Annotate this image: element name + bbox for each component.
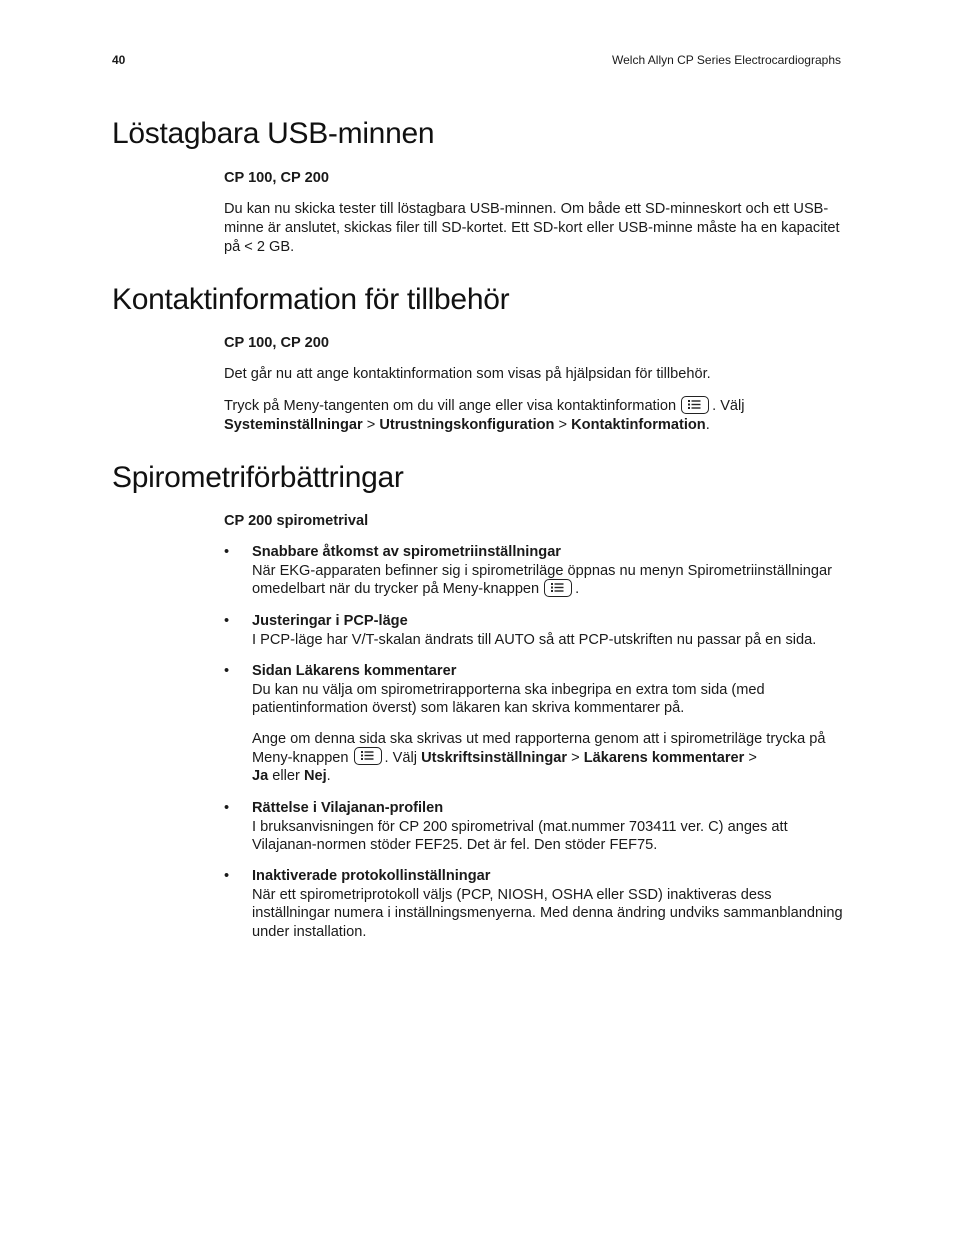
list-item-text: När EKG-apparaten befinner sig i spirometriläge öppnas nu menyn Spirometriinställningar omedelbart när du trycker på Meny-knappen xyxy=(252,562,832,598)
path-separator: > xyxy=(748,749,757,766)
contact-instruction: Tryck på Meny-tangenten om du vill ange eller visa kontaktinformation xyxy=(224,398,677,414)
menu-path-contact-info: Kontaktinformation xyxy=(571,417,706,433)
paragraph-usb: Du kan nu skicka tester till löstagbara USB-minnen. Om både ett SD-minneskort och ett USB-minne är anslutet, skickas filer till SD-kortet. Ett SD-kort eller USB-minne måste ha en kapacitet på < 2 GB. xyxy=(224,201,840,255)
paragraph-contact-2 xyxy=(224,397,844,435)
sentence-end: . xyxy=(705,417,710,433)
menu-path-device-config: Utrustningskonfiguration xyxy=(379,417,555,433)
list-item-text: I bruksanvisningen för CP 200 spirometrival (mat.nummer 703411 ver. C) anges att Vilajanan-normen stöder FEF25. Det är fel. Den stöder FEF75. xyxy=(252,818,788,854)
list-item-text: I PCP-läge har V/T-skalan ändrats till AUTO så att PCP-utskriften nu passar på en sida. xyxy=(252,631,817,648)
menu-key-icon xyxy=(681,396,709,414)
sentence-end: . xyxy=(326,768,331,785)
path-separator: > xyxy=(558,417,568,433)
list-item-title: Justeringar i PCP-läge xyxy=(252,613,408,629)
option-no: Nej xyxy=(303,768,327,785)
bullet: • xyxy=(224,544,230,560)
list-item-title: Rättelse i Vilajanan-profilen xyxy=(252,800,444,816)
menu-key-icon xyxy=(354,747,382,765)
contact-select-text: . Välj xyxy=(712,398,745,414)
list-item-text: När ett spirometriprotokoll väljs (PCP, NIOSH, OSHA eller SSD) inaktiveras dess inställningar numera i inställningsmenyerna. Med denna ändring undviks sammanblandning under installation. xyxy=(252,886,843,940)
heading-spiro: Spirometriförbättringar xyxy=(112,461,404,494)
menu-path-print-settings: Utskriftsinställningar xyxy=(421,749,568,766)
models-usb: CP 100, CP 200 xyxy=(224,170,329,186)
list-item-text: Du kan nu välja om spirometrirapporterna ska inbegripa en extra tom sida (med patientinformation överst) som läkaren kan skriva kommentarer på. xyxy=(252,681,765,717)
heading-usb: Löstagbara USB-minnen xyxy=(112,117,435,150)
heading-contact: Kontaktinformation för tillbehör xyxy=(112,283,510,316)
bullet: • xyxy=(224,663,230,679)
menu-key-icon xyxy=(544,579,572,597)
select-text: . Välj xyxy=(384,749,417,766)
list-item-text: Ange om denna sida ska skrivas ut med rapporterna genom att i spirometriläge trycka på Meny-knappen xyxy=(252,731,826,766)
menu-path-physician-comments: Läkarens kommentarer xyxy=(583,749,745,766)
list-item-title: Inaktiverade protokollinställningar xyxy=(252,868,491,884)
page-number: 40 xyxy=(112,53,126,67)
models-contact: CP 100, CP 200 xyxy=(224,335,329,351)
option-yes: Ja xyxy=(252,768,269,785)
list-item-title: Sidan Läkarens kommentarer xyxy=(252,663,457,679)
path-separator: > xyxy=(366,417,376,433)
or-text: eller xyxy=(272,768,300,785)
bullet: • xyxy=(224,613,230,629)
paragraph-contact-1: Det går nu att ange kontaktinformation som visas på hjälpsidan för tillbehör. xyxy=(224,366,711,382)
path-separator: > xyxy=(571,749,580,766)
menu-path-system-settings: Systeminställningar xyxy=(224,417,363,433)
sentence-end: . xyxy=(575,581,580,598)
models-spiro: CP 200 spirometrival xyxy=(224,513,369,529)
bullet: • xyxy=(224,800,230,816)
list-item-title: Snabbare åtkomst av spirometriinställningar xyxy=(252,544,561,560)
bullet: • xyxy=(224,868,230,884)
running-header-title: Welch Allyn CP Series Electrocardiographs xyxy=(612,53,841,67)
